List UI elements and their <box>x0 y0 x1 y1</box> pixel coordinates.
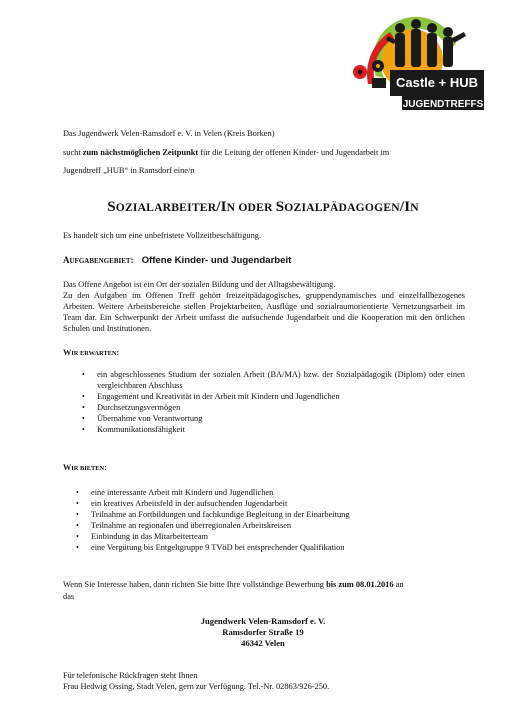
wir-bieten-heading <box>63 463 107 472</box>
list-item-text: Durchsetzungsvermögen <box>97 403 181 412</box>
bullet-icon: • <box>82 425 85 434</box>
application-deadline: bis zum 08.01.2016 <box>326 580 394 589</box>
list-item <box>76 531 465 542</box>
list-item-text: Engagement und Kreativität in der Arbeit mit Kindern und Jugendlichen <box>97 392 340 401</box>
list-item-text: Übernahme von Verantwortung <box>97 414 203 423</box>
heading-cap: W <box>63 463 72 472</box>
list-item-text: Einbindung in das Mitarbeiterteam <box>91 532 208 541</box>
list-item <box>82 413 465 424</box>
address-street: Ramsdorfer Straße 19 <box>222 627 304 637</box>
heading-rest: IR BIETEN <box>71 465 105 472</box>
list-item-text: ein kreatives Arbeitsfeld in der aufsuchenden Jugendarbeit <box>91 499 288 508</box>
contact-line-1: Für telefonische Rückfragen steht Ihnen <box>63 671 198 680</box>
intro-line-2-post: für die Leitung der offenen Kinder- und Jugendarbeit im <box>198 148 390 157</box>
aufgaben-value: Offene Kinder- und Jugendarbeit <box>141 255 292 266</box>
list-item <box>76 520 465 531</box>
bullet-icon: • <box>76 532 79 541</box>
logo-brand-text: Castle + HUB <box>396 75 478 90</box>
title-part: N ODER <box>226 201 276 214</box>
title-part: S <box>107 199 116 215</box>
intro-line-1: Das Jugendwerk Velen-Ramsdorf e. V. in Velen (Kreis Borken) <box>63 129 275 138</box>
list-item <box>82 391 465 402</box>
aufgaben-label-cap: A <box>63 255 70 265</box>
address-block <box>0 616 526 649</box>
list-item <box>82 424 465 435</box>
wir-bieten-list <box>76 487 465 553</box>
list-item <box>76 509 465 520</box>
contract-type: Es handelt sich um eine unbefristete Vollzeitbeschäftigung. <box>63 231 262 240</box>
intro-line-3: Jugendtreff „HUB“ in Ramsdorf eine/n <box>63 166 195 175</box>
list-item-text: Teilnahme an regionalen und überregionalen Arbeitskreisen <box>91 521 292 530</box>
list-item-text: Teilnahme an Fortbildungen und fachkundige Begleitung in der Einarbeitung <box>91 510 350 519</box>
list-item-text: eine Vergütung bis Entgeltgruppe 9 TVöD bei entsprechender Qualifikation <box>91 543 345 552</box>
aufgabengebiet <box>63 255 291 266</box>
heading-colon: : <box>116 348 120 357</box>
list-item <box>76 498 465 509</box>
address-city: 46342 Velen <box>241 638 285 648</box>
wir-erwarten-heading <box>63 348 119 357</box>
bullet-icon: • <box>76 499 79 508</box>
application-pre: Wenn Sie Interesse haben, dann richten Sie bitte Ihre vollständige Bewerbung <box>63 580 327 589</box>
description-p1: Das Offene Angebot ist ein Ort der sozialen Bildung und der Alltagsbewältigung. <box>63 280 336 289</box>
list-item <box>76 487 465 498</box>
title-part: /I <box>216 199 227 215</box>
description-p2: Zu den Aufgaben im Offenen Treff gehört freizeitpädagogisches, gruppendynamisches und einzelfallbezogenes Arbeiten. Weitere Arbeitsbereiche stellen Projektarbeiten, Ausflüge und sozialraumorientierte Vernetzungsarbeit im Team dar. Ein Schwerpunkt der Arbeit umfasst die aufsuchende Jugendarbeit und die Kooperation mit den örtlichen Schulen und Institutionen. <box>63 291 465 333</box>
aufgaben-colon: : <box>130 255 134 265</box>
contact-line-2: Frau Hedwig Ossing, Stadt Velen, gern zur Verfügung. Tel.-Nr. 02863/926-250. <box>63 682 330 691</box>
bullet-icon: • <box>76 510 79 519</box>
heading-rest: IR ERWARTEN <box>71 350 117 357</box>
address-name: Jugendwerk Velen-Ramsdorf e. V. <box>200 616 326 626</box>
list-item <box>76 542 465 553</box>
application-line-1 <box>63 579 404 590</box>
castle-hub-logo <box>348 14 488 114</box>
list-item-text: Kommunikationsfähigkeit <box>97 425 185 434</box>
title-part: /I <box>399 199 411 215</box>
application-line-2: das <box>63 592 75 601</box>
intro-line-2 <box>63 147 389 158</box>
title-part: OZIALARBEITER <box>115 201 217 214</box>
job-title <box>0 199 526 216</box>
list-item <box>82 369 465 391</box>
bullet-icon: • <box>82 403 85 412</box>
heading-cap: W <box>63 348 72 357</box>
bullet-icon: • <box>82 414 85 423</box>
bullet-icon: • <box>82 370 85 379</box>
list-item-text: eine interessante Arbeit mit Kindern und Jugendlichen <box>91 488 274 497</box>
intro-line-2-bold: zum nächstmöglichen Zeitpunkt <box>82 148 199 157</box>
title-part: N <box>410 201 419 214</box>
aufgaben-label-rest: UFGABENGEBIET <box>69 257 131 265</box>
heading-colon: : <box>104 463 107 472</box>
bullet-icon: • <box>76 521 79 530</box>
intro-line-2-pre: sucht <box>63 148 83 157</box>
application-post: an <box>393 580 404 589</box>
logo-subtitle-text: JUGENDTREFFS <box>402 99 484 110</box>
bullet-icon: • <box>76 543 79 552</box>
title-part: OZIALPÄDAGOGEN <box>284 201 400 214</box>
title-part: S <box>275 199 285 215</box>
wir-erwarten-list <box>82 369 465 435</box>
bullet-icon: • <box>82 392 85 401</box>
bullet-icon: • <box>76 488 79 497</box>
list-item-text: ein abgeschlossenes Studium der sozialen Arbeit (BA/MA) bzw. der Sozialpädagogik (Diplom) oder einen vergleichbaren Abschluss <box>97 370 465 390</box>
list-item <box>82 402 465 413</box>
